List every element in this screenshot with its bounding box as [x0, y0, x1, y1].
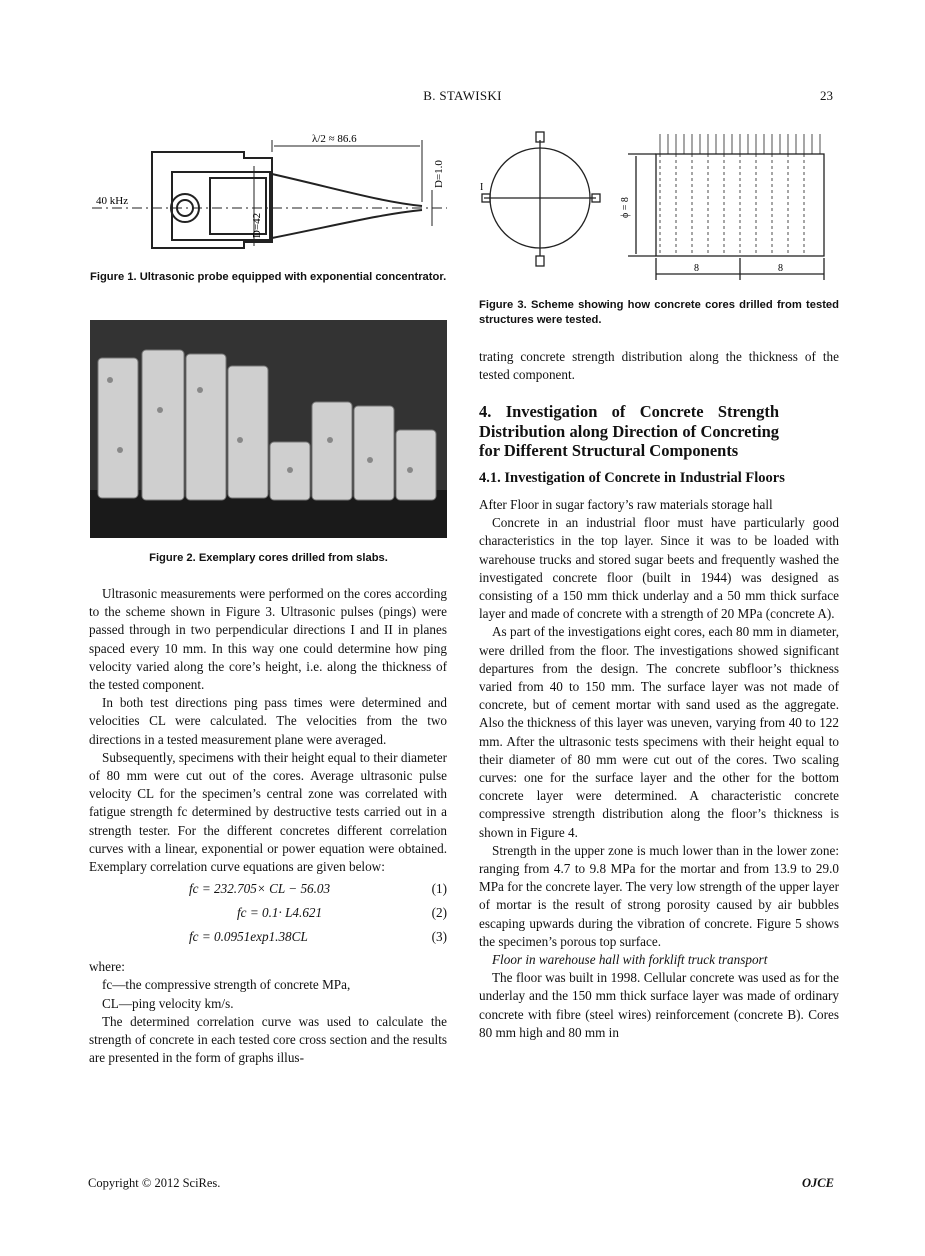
left-paragraph-1: Ultrasonic measurements were performed on the cores according to the scheme shown in Figure 3. Ultrasonic pulses (pings) were passed through in two perpendicular directions I and II in planes spaced every 10 mm. In this way one could determine how ping velocity varied along the core’s height, i.e. along the thickness of the tested component.: [89, 586, 447, 693]
figure-3-caption: Figure 3. Scheme showing how concrete cores drilled from tested structures were tested.: [479, 299, 839, 326]
figure-3: [478, 130, 843, 290]
figure-2-caption: Figure 2. Exemplary cores drilled from slabs.: [149, 552, 388, 564]
subsection-heading: 4.1. Investigation of Concrete in Industrial Floors: [479, 469, 785, 486]
page-number: 23: [820, 88, 833, 103]
fig1-dia-large: D=42: [251, 212, 263, 238]
fig1-freq-label: 40 kHz: [96, 195, 129, 207]
right-paragraph-2: As part of the investigations eight cores, each 80 mm in diameter, were drilled from the floor. The investigations showed significant departures from the design. The concrete subfloor’s thickness varied from 40 to 150 mm. The surface layer was not made of concrete, but of cement mortar with sand used as the aggregate. Also the thickness of this layer was uneven, varying from 40 to 122 mm. After the ultrasonic tests specimens with their height equal to their diameter of 80 mm were cut out of the cores. Two scaling curves: one for the surface layer and the other for the bottom concrete layer were determined. A characteristic concrete compressive strength distribution along the floor’s thickness is shown in Figure 4.: [479, 624, 839, 840]
section-heading: 4. Investigation of Concrete Strength Distribution along Direction of Concreting for Different Structural Components: [479, 402, 779, 461]
figure-1-caption: Figure 1. Ultrasonic probe equipped with exponential concentrator.: [90, 271, 447, 283]
footer-journal: OJCE: [802, 1176, 834, 1190]
definition-fc: fc—the compressive strength of concrete MPa,: [102, 977, 351, 993]
equation-3: fc = 0.0951exp1.38CL (3): [189, 929, 447, 945]
right-paragraph-1: Concrete in an industrial floor must have particularly good characteristics in the top layer. Since it was to be loaded with warehouse trucks and stored sugar beets and frequently washed the investigated concrete floor (built in 1944) was designed as consisting of a 150 mm thick underlay and a 50 mm thick surface layer and made of concrete with a strength of 20 MPa (concrete A).: [479, 515, 839, 622]
fig3-dim-1: 8: [694, 263, 699, 274]
left-column: [89, 585, 447, 1067]
right-paragraph-4: The floor was built in 1998. Cellular concrete was used as for the underlay and the 150 mm thick surface layer was made of ordinary concrete with fibre (steel wires) reinforcement (concrete B). Cores 80 mm high and 80 mm in: [479, 970, 839, 1040]
running-head-author: B. STAWISKI: [423, 88, 502, 103]
fig3-dim-2: 8: [778, 263, 783, 274]
definition-cl: CL—ping velocity km/s.: [102, 995, 234, 1011]
fig1-lambda-label: λ/2 ≈ 86.6: [312, 133, 357, 145]
equation-1: fc = 232.705× CL − 56.03 (1): [189, 881, 447, 897]
figure-1: [92, 130, 452, 260]
footer-copyright: Copyright © 2012 SciRes.: [88, 1176, 221, 1190]
equation-2: fc = 0.1· L4.621 (2): [237, 905, 447, 921]
where-label: where:: [89, 959, 125, 975]
subheading-warehouse: Floor in warehouse hall with forklift truck transport: [492, 951, 768, 967]
subheading-sugar-factory: After Floor in sugar factory’s raw materials storage hall: [479, 496, 773, 512]
right-paragraph-0: trating concrete strength distribution along the thickness of the tested component.: [479, 349, 839, 383]
fig3-phi-label: ϕ = 8: [620, 197, 631, 218]
fig3-dir-label: I: [480, 182, 484, 193]
right-column: [479, 348, 839, 1042]
left-paragraph-3: Subsequently, specimens with their height equal to their diameter of 80 mm were cut out of the cores. Average ultrasonic pulse velocity CL for the specimen’s central zone was correlated with fatigue strength fc determined by destructive tests carried out in a strength tester. For the different concretes different correlation curves with a linear, exponential or power equation were obtained. Exemplary correlation curve equations are given below:: [89, 749, 447, 875]
fig1-dia-small: D=1.0: [433, 160, 445, 188]
left-paragraph-2: In both test directions ping pass times were determined and velocities CL were calculated. The velocities from the two directions in a tested measurement plane were averaged.: [89, 695, 447, 747]
right-paragraph-3: Strength in the upper zone is much lower than in the lower zone: ranging from 4.7 to 9.8 MPa for the mortar and from 13.9 to 29.0 MPa for the concrete layer. The very low strength of the upper layer of mortar is the result of strong porosity caused by air bubbles escaping upwards during the vibration of concrete. Figure 5 shows the specimen’s porous top surface.: [479, 842, 839, 949]
figure-2-photo: [90, 320, 447, 538]
left-paragraph-4: The determined correlation curve was used to calculate the strength of concrete in each tested core cross section and the results are presented in the form of graphs illus-: [89, 1013, 447, 1066]
